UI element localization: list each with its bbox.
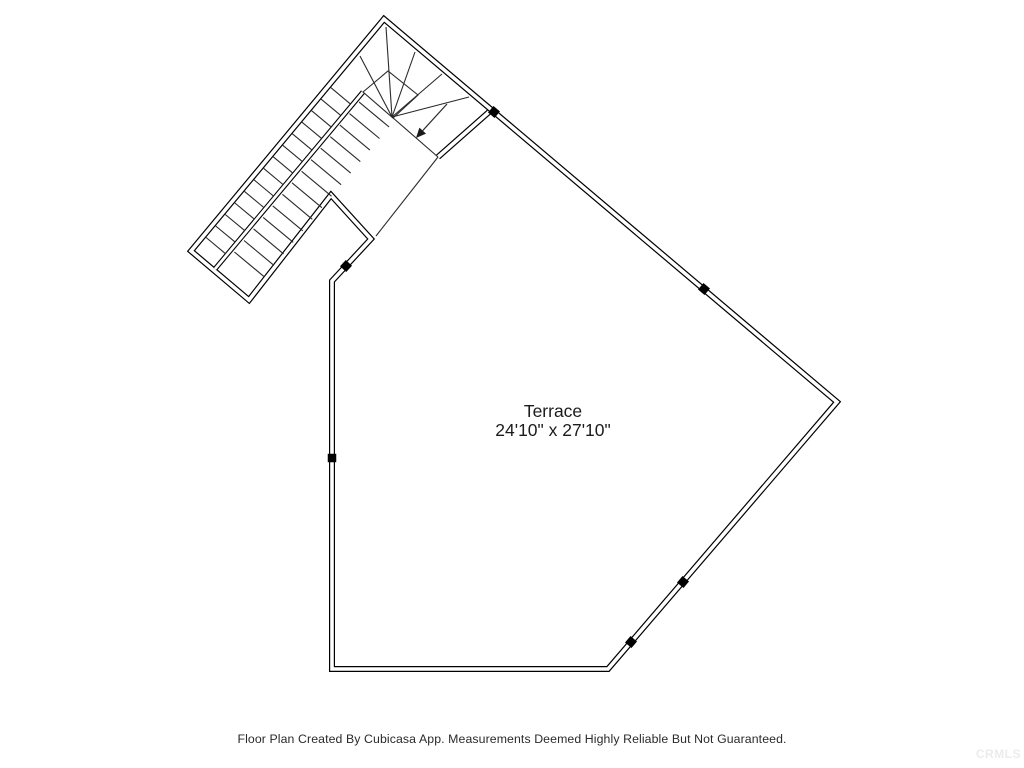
watermark-logo: CRMLS	[975, 747, 1021, 761]
opening-marker	[328, 454, 337, 463]
room-label	[495, 401, 610, 440]
stair-winder	[360, 27, 469, 236]
footer-disclaimer: Floor Plan Created By Cubicasa App. Measurements Deemed Highly Reliable But Not Guaranteed.	[237, 732, 787, 746]
opening-markers	[328, 106, 710, 648]
room-dimensions: 24'10" x 27'10"	[495, 420, 611, 440]
stair-center-line	[215, 92, 363, 269]
outer-wall-white	[191, 19, 837, 669]
outer-wall-black	[191, 19, 837, 669]
stair-void-edge	[376, 157, 438, 236]
outer-walls	[191, 19, 837, 669]
landing-inner-wall	[438, 112, 489, 157]
room-name: Terrace	[523, 401, 583, 421]
landing-wall-white	[438, 112, 489, 157]
stair-center-white	[215, 92, 363, 269]
